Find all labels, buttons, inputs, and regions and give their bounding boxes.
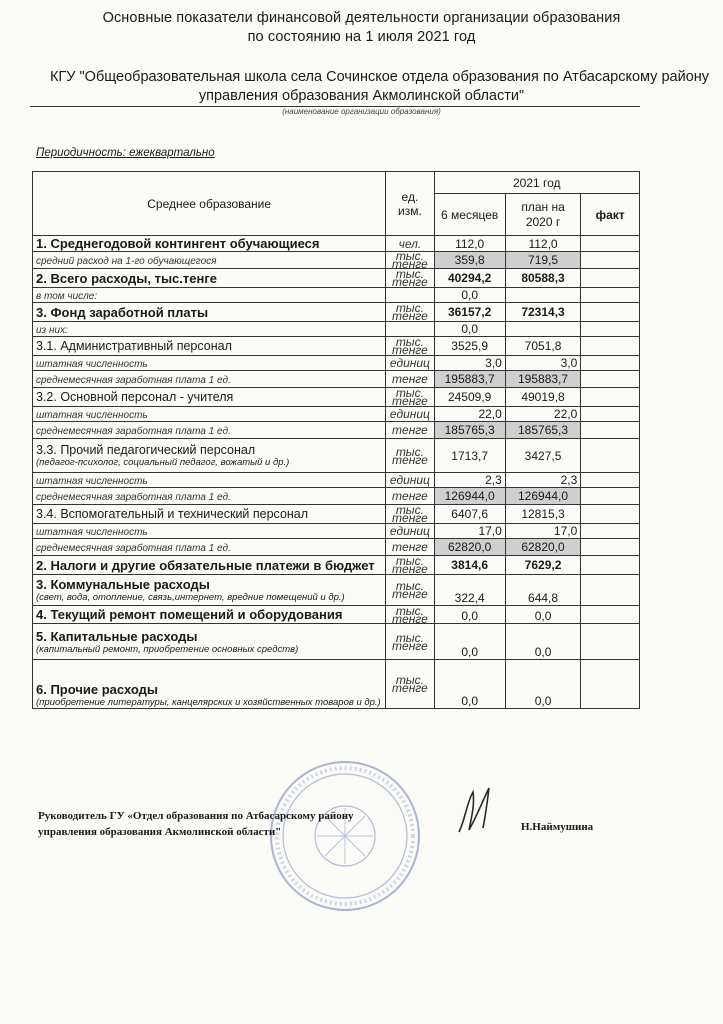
table-row [33,388,640,407]
value-plan-cell: 719,5 [505,252,580,269]
value-6months-cell: 3525,9 [434,337,505,356]
row-name: 3. Коммунальные расходы [36,577,210,592]
value-plan-cell [505,322,580,337]
value-plan-cell: 195883,7 [505,371,580,388]
header-unit-cell: ед. изм. [386,172,434,236]
row-name-cell [33,337,386,356]
row-name-cell [33,660,386,709]
value-6months-cell: 185765,3 [434,422,505,439]
row-name: среднемесячная заработная плата 1 ед. [36,543,231,554]
value-plan-cell: 3427,5 [505,439,580,473]
value-6months-cell: 24509,9 [434,388,505,407]
table-row [33,505,640,524]
row-unit-cell: тенге [386,371,434,388]
value-plan-cell: 0,0 [505,624,580,660]
table-body [33,236,640,709]
row-name-cell [33,575,386,606]
table-row [33,337,640,356]
value-fact-cell [581,303,640,322]
value-fact-cell [581,269,640,288]
value-fact-cell [581,322,640,337]
value-plan-cell: 0,0 [505,606,580,624]
row-name: 3. Фонд заработной платы [36,304,209,320]
value-fact-cell [581,407,640,422]
value-fact-cell [581,356,640,371]
row-unit-cell: единиц [386,407,434,422]
value-plan-cell: 126944,0 [505,488,580,505]
row-name-cell [33,488,386,505]
organization-name-line1: КГУ "Общеобразовательная школа села Сочинское отдела образования по Атбасарскому району [49,69,710,85]
row-name-cell [33,236,386,252]
row-unit-cell: тыс. тенге [386,660,434,709]
value-fact-cell [581,539,640,556]
table-row [33,407,640,422]
row-name: 2. Налоги и другие обязательные платежи в бюджет [36,557,375,573]
row-unit-cell [386,322,434,337]
row-unit-cell: тыс. тенге [386,505,434,524]
value-fact-cell [581,473,640,488]
header-name-cell: Среднее образование [33,172,386,236]
value-6months-cell: 40294,2 [434,269,505,288]
header-6months-cell: 6 месяцев [434,194,505,236]
value-plan-cell: 7629,2 [505,556,580,575]
value-plan-cell: 2,3 [505,473,580,488]
value-6months-cell: 322,4 [434,575,505,606]
row-unit-cell [386,288,434,303]
row-unit-cell: тыс. тенге [386,252,434,269]
value-plan-cell: 185765,3 [505,422,580,439]
row-name-cell [33,288,386,303]
head-signature-block [38,808,354,840]
table-row [33,288,640,303]
row-name: 1. Среднегодовой контингент обучающиеся [36,236,320,251]
row-subtitle: (приобретение литературы, канцелярских и хозяйственных товаров и др.) [36,697,381,708]
financial-indicators-table [32,171,640,709]
organization-name-line2: управления образования Акмолинской области" [198,88,525,104]
value-fact-cell [581,252,640,269]
row-name: среднемесячная заработная плата 1 ед. [36,426,231,437]
table-row [33,236,640,252]
value-plan-cell: 0,0 [505,660,580,709]
table-row [33,371,640,388]
value-fact-cell [581,488,640,505]
row-name: штатная численность [36,527,148,538]
document-title-line2: по состоянию на 1 июля 2021 год [247,29,476,45]
value-6months-cell: 195883,7 [434,371,505,388]
row-name: 3.2. Основной персонал - учителя [36,390,234,404]
value-fact-cell [581,606,640,624]
row-unit-cell: тыс. тенге [386,337,434,356]
row-unit-cell: тыс. тенге [386,439,434,473]
value-6months-cell: 6407,6 [434,505,505,524]
value-6months-cell: 0,0 [434,660,505,709]
table-row [33,322,640,337]
row-name: штатная численность [36,359,148,370]
row-name-cell [33,556,386,575]
value-fact-cell [581,422,640,439]
value-plan-cell: 3,0 [505,356,580,371]
row-subtitle: (капитальный ремонт, приобретение основных средств) [36,643,299,655]
row-unit-cell: тыс. тенге [386,606,434,624]
value-fact-cell [581,524,640,539]
table-row [33,269,640,288]
value-fact-cell [581,505,640,524]
value-plan-cell: 62820,0 [505,539,580,556]
value-6months-cell: 2,3 [434,473,505,488]
row-unit-cell: тыс. тенге [386,624,434,660]
value-plan-cell: 80588,3 [505,269,580,288]
row-name: среднемесячная заработная плата 1 ед. [36,375,231,386]
value-6months-cell: 1713,7 [434,439,505,473]
value-plan-cell: 644,8 [505,575,580,606]
value-plan-cell: 22,0 [505,407,580,422]
row-unit-cell: единиц [386,473,434,488]
row-name: 2. Всего расходы, тыс.тенге [36,270,217,286]
row-name-cell [33,505,386,524]
table-row [33,660,640,709]
row-name: 3.1. Административный персонал [36,339,232,353]
row-unit-cell: тенге [386,539,434,556]
row-name-cell [33,322,386,337]
value-6months-cell: 17,0 [434,524,505,539]
value-plan-cell: 17,0 [505,524,580,539]
value-fact-cell [581,337,640,356]
row-name: в том числе: [36,291,98,302]
value-6months-cell: 22,0 [434,407,505,422]
table-row [33,473,640,488]
row-name-cell [33,422,386,439]
row-name-cell [33,407,386,422]
value-6months-cell: 62820,0 [434,539,505,556]
header-year-cell: 2021 год [434,172,639,194]
row-unit-cell: тенге [386,488,434,505]
table-row [33,422,640,439]
value-plan-cell: 49019,8 [505,388,580,407]
value-fact-cell [581,660,640,709]
table-row [33,488,640,505]
value-6months-cell: 359,8 [434,252,505,269]
value-6months-cell: 0,0 [434,322,505,337]
value-fact-cell [581,575,640,606]
head-title-line1: Руководитель ГУ «Отдел образования по Атбасарскому району [38,810,354,822]
table-row [33,575,640,606]
value-fact-cell [581,288,640,303]
head-title-line2: управления образования Акмолинской области" [38,826,282,838]
value-plan-cell [505,288,580,303]
row-name-cell [33,252,386,269]
row-subtitle: (свет, вода, отопление, связь,интернет, вредние помещений и др.) [36,592,345,603]
table-row [33,556,640,575]
row-name-cell [33,524,386,539]
value-6months-cell: 112,0 [434,236,505,252]
row-name-cell [33,606,386,624]
table-row [33,303,640,322]
document-title-line1: Основные показатели финансовой деятельности организации образования [102,10,621,26]
row-name: среднемесячная заработная плата 1 ед. [36,492,231,503]
value-6months-cell: 36157,2 [434,303,505,322]
value-6months-cell: 0,0 [434,288,505,303]
value-fact-cell [581,388,640,407]
value-fact-cell [581,556,640,575]
value-fact-cell [581,236,640,252]
table-header-row [33,172,640,194]
row-name: 3.3. Прочий педагогический персонал [36,443,256,457]
value-6months-cell: 3814,6 [434,556,505,575]
row-name-cell [33,303,386,322]
table-row [33,439,640,473]
signer-name: Н.Наймушина [521,821,594,833]
value-6months-cell: 3,0 [434,356,505,371]
row-name-cell [33,539,386,556]
row-unit-cell: единиц [386,524,434,539]
organization-note: (наименование организации образования) [282,107,441,116]
row-name-cell [33,388,386,407]
value-plan-cell: 12815,3 [505,505,580,524]
periodicity-label: Периодичность: ежеквартально [36,147,215,159]
row-name: 4. Текущий ремонт помещений и оборудования [36,607,343,622]
row-name: 3.4. Вспомогательный и технический персонал [36,507,309,521]
row-unit-cell: тыс. тенге [386,388,434,407]
table-row [33,524,640,539]
value-plan-cell: 7051,8 [505,337,580,356]
row-name: из них: [36,325,68,336]
value-6months-cell: 0,0 [434,606,505,624]
row-name: штатная численность [36,476,148,487]
value-fact-cell [581,371,640,388]
header-plan-cell: план на 2020 г [505,194,580,236]
value-6months-cell: 126944,0 [434,488,505,505]
row-name: штатная численность [36,410,148,421]
table-row [33,356,640,371]
row-name: 5. Капитальные расходы [36,628,198,644]
row-unit-cell: тыс. тенге [386,575,434,606]
table-row [33,606,640,624]
table-row [33,624,640,660]
row-unit-cell: тыс. тенге [386,269,434,288]
row-name-cell [33,439,386,473]
value-6months-cell: 0,0 [434,624,505,660]
row-unit-cell: чел. [386,236,434,252]
header-fact-cell: факт [581,194,640,236]
value-plan-cell: 112,0 [505,236,580,252]
value-fact-cell [581,439,640,473]
row-name-cell [33,624,386,660]
row-name: 6. Прочие расходы [36,682,158,697]
row-subtitle: (педагог-психолог, социальный педагог, вожатый и др.) [36,457,290,468]
handwritten-signature [445,782,505,842]
row-name-cell [33,269,386,288]
row-unit-cell: тыс. тенге [386,303,434,322]
row-name-cell [33,473,386,488]
table-row [33,539,640,556]
row-unit-cell: тыс. тенге [386,556,434,575]
row-name-cell [33,356,386,371]
value-plan-cell: 72314,3 [505,303,580,322]
row-name-cell [33,371,386,388]
row-unit-cell: единиц [386,356,434,371]
row-name: средний расход на 1-го обучающегося [36,256,217,267]
row-unit-cell: тенге [386,422,434,439]
value-fact-cell [581,624,640,660]
table-row [33,252,640,269]
